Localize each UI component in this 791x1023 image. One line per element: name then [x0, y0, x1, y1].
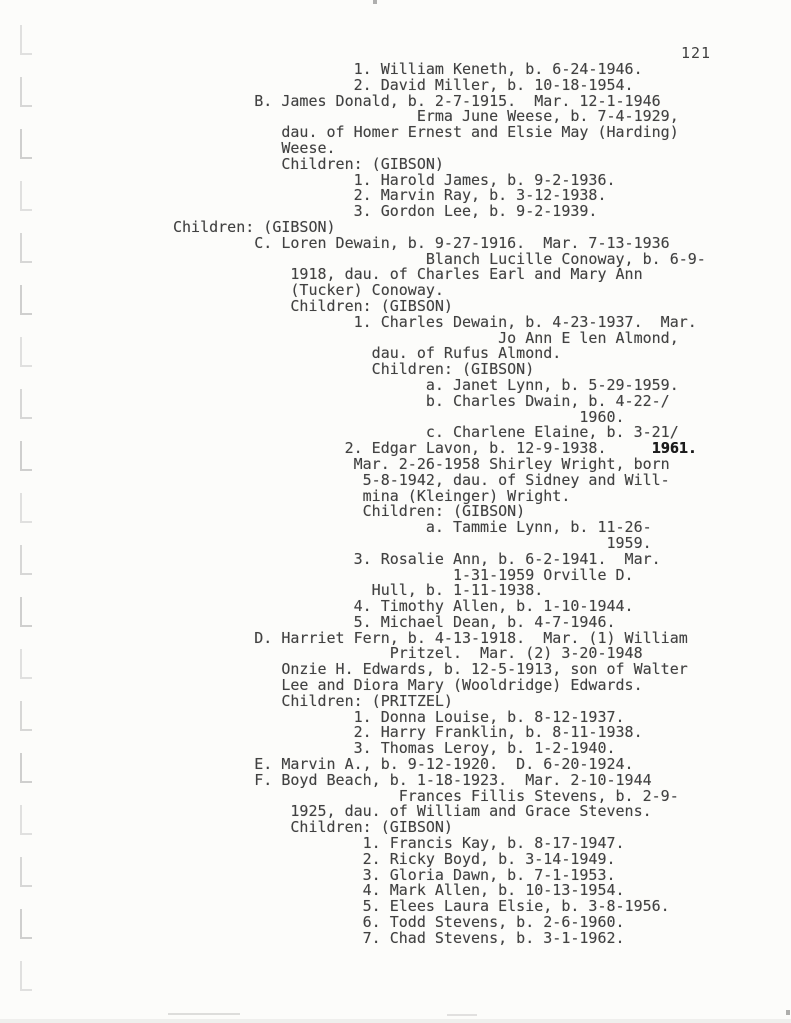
text-line: 2. Harry Franklin, b. 8-11-1938. — [173, 723, 643, 742]
genealogy-text-block — [173, 62, 706, 947]
text-line: 1925, dau. of William and Grace Stevens. — [173, 802, 652, 821]
text-line: 2. Edgar Lavon, b. 12-9-1938. 1961. — [173, 439, 697, 458]
text-line: 3. Gloria Dawn, b. 7-1-1953. — [173, 865, 616, 884]
text-line: 4. Timothy Allen, b. 1-10-1944. — [173, 597, 634, 616]
text-line: 1918, dau. of Charles Earl and Mary Ann — [173, 265, 643, 284]
text-line: 2. Ricky Boyd, b. 3-14-1949. — [173, 849, 616, 868]
binding-mark-foot — [20, 677, 32, 679]
text-line: 3. Rosalie Ann, b. 6-2-1941. Mar. — [173, 549, 661, 568]
text-line: 1. Donna Louise, b. 8-12-1937. — [173, 707, 625, 726]
binding-mark-foot — [20, 573, 32, 575]
text-line: 5. Elees Laura Elsie, b. 3-8-1956. — [173, 897, 670, 916]
text-line: 1. William Keneth, b. 6-24-1946. — [173, 60, 643, 78]
text-line: F. Boyd Beach, b. 1-18-1923. Mar. 2-10-1944 — [173, 770, 652, 789]
text-line: 1. Francis Kay, b. 8-17-1947. — [173, 834, 625, 853]
overstruck-year: 1961. — [651, 439, 697, 458]
text-line: a. Tammie Lynn, b. 11-26- — [173, 518, 652, 537]
text-line: 1-31-1959 Orville D. — [173, 565, 634, 584]
binding-mark-foot — [20, 261, 32, 263]
text-line: dau. of Homer Ernest and Elsie May (Harding) — [173, 123, 679, 142]
binding-mark-foot — [20, 157, 32, 159]
binding-mark-foot — [20, 833, 32, 835]
binding-mark-foot — [20, 365, 32, 367]
text-line: C. Loren Dewain, b. 9-27-1916. Mar. 7-13-1936 — [173, 233, 670, 252]
text-line: 5-8-1942, dau. of Sidney and Will- — [173, 470, 670, 489]
text-line: 4. Mark Allen, b. 10-13-1954. — [173, 881, 625, 900]
text-line: B. James Donald, b. 2-7-1915. Mar. 12-1-1946 — [173, 91, 661, 110]
text-line: Hull, b. 1-11-1938. — [173, 581, 544, 600]
text-line: Children: (GIBSON) — [173, 154, 444, 173]
text-line: E. Marvin A., b. 9-12-1920. D. 6-20-1924. — [173, 755, 634, 774]
binding-mark — [20, 233, 22, 261]
binding-mark — [20, 909, 22, 937]
text-line: Blanch Lucille Conoway, b. 6-9- — [173, 249, 706, 268]
binding-mark-foot — [20, 469, 32, 471]
text-line: 6. Todd Stevens, b. 2-6-1960. — [173, 913, 625, 932]
text-line: 1. Charles Dewain, b. 4-23-1937. Mar. — [173, 312, 697, 331]
binding-mark — [20, 597, 22, 625]
binding-mark-foot — [20, 781, 32, 783]
binding-mark-foot — [20, 417, 32, 419]
text-line: Children: (GIBSON) — [173, 502, 526, 521]
scan-smudge — [168, 1013, 240, 1015]
binding-mark-foot — [20, 313, 32, 315]
binding-mark — [20, 961, 22, 989]
text-line: Lee and Diora Mary (Wooldridge) Edwards. — [173, 676, 643, 695]
text-line: Children: (GIBSON) — [173, 360, 535, 379]
text-line: dau. of Rufus Almond. — [173, 344, 562, 363]
scan-smudge — [0, 1019, 791, 1023]
text-line: Onzie H. Edwards, b. 12-5-1913, son of Walter — [173, 660, 688, 679]
text-line: (Tucker) Conoway. — [173, 281, 444, 300]
scan-smudge — [786, 1010, 790, 1015]
binding-mark — [20, 129, 22, 157]
binding-mark — [20, 805, 22, 833]
binding-mark — [20, 77, 22, 105]
text-line: 1960. — [173, 407, 625, 426]
binding-mark — [20, 25, 22, 53]
text-line: Mar. 2-26-1958 Shirley Wright, born — [173, 454, 670, 473]
text-line: 7. Chad Stevens, b. 3-1-1962. — [173, 928, 625, 947]
binding-mark — [20, 285, 22, 313]
scan-smudge — [447, 1014, 477, 1016]
binding-mark — [20, 337, 22, 365]
binding-mark — [20, 857, 22, 885]
binding-mark — [20, 181, 22, 209]
text-line: Jo Ann E len Almond, — [173, 328, 679, 347]
text-line: D. Harriet Fern, b. 4-13-1918. Mar. (1) William — [173, 628, 688, 647]
text-line: mina (Kleinger) Wright. — [173, 486, 571, 505]
binding-mark — [20, 441, 22, 469]
text-line: Erma June Weese, b. 7-4-1929, — [173, 107, 679, 126]
text-line: Frances Fillis Stevens, b. 2-9- — [173, 786, 679, 805]
text-line: 2. Marvin Ray, b. 3-12-1938. — [173, 186, 607, 205]
text-line: Children: (GIBSON) — [173, 818, 453, 837]
binding-mark — [20, 493, 22, 521]
text-line: Pritzel. Mar. (2) 3-20-1948 — [173, 644, 643, 663]
binding-mark-foot — [20, 989, 32, 991]
binding-mark — [20, 649, 22, 677]
text-line: 5. Michael Dean, b. 4-7-1946. — [173, 612, 616, 631]
scan-smudge — [373, 0, 377, 4]
text-line: a. Janet Lynn, b. 5-29-1959. — [173, 375, 679, 394]
binding-mark-foot — [20, 885, 32, 887]
text-line: 1. Harold James, b. 9-2-1936. — [173, 170, 616, 189]
text-line: c. Charlene Elaine, b. 3-21/ — [173, 423, 679, 442]
binding-mark-foot — [20, 105, 32, 107]
binding-mark-foot — [20, 729, 32, 731]
text-line: 3. Thomas Leroy, b. 1-2-1940. — [173, 739, 616, 758]
binding-mark-foot — [20, 209, 32, 211]
text-line: 2. David Miller, b. 10-18-1954. — [173, 75, 634, 94]
text-line: Children: (GIBSON) — [173, 296, 453, 315]
binding-mark-foot — [20, 53, 32, 55]
text-line: Children: (GIBSON) — [173, 217, 336, 236]
binding-mark — [20, 389, 22, 417]
text-line: b. Charles Dwain, b. 4-22-/ — [173, 391, 670, 410]
text-line: 3. Gordon Lee, b. 9-2-1939. — [173, 202, 598, 221]
binding-mark — [20, 753, 22, 781]
text-line: Children: (PRITZEL) — [173, 691, 453, 710]
binding-mark-foot — [20, 625, 32, 627]
binding-mark — [20, 701, 22, 729]
binding-mark-foot — [20, 521, 32, 523]
binding-mark — [20, 545, 22, 573]
page-number: 121 — [681, 44, 712, 62]
text-line: 1959. — [173, 533, 652, 552]
text-line: Weese. — [173, 138, 336, 157]
binding-mark-foot — [20, 937, 32, 939]
